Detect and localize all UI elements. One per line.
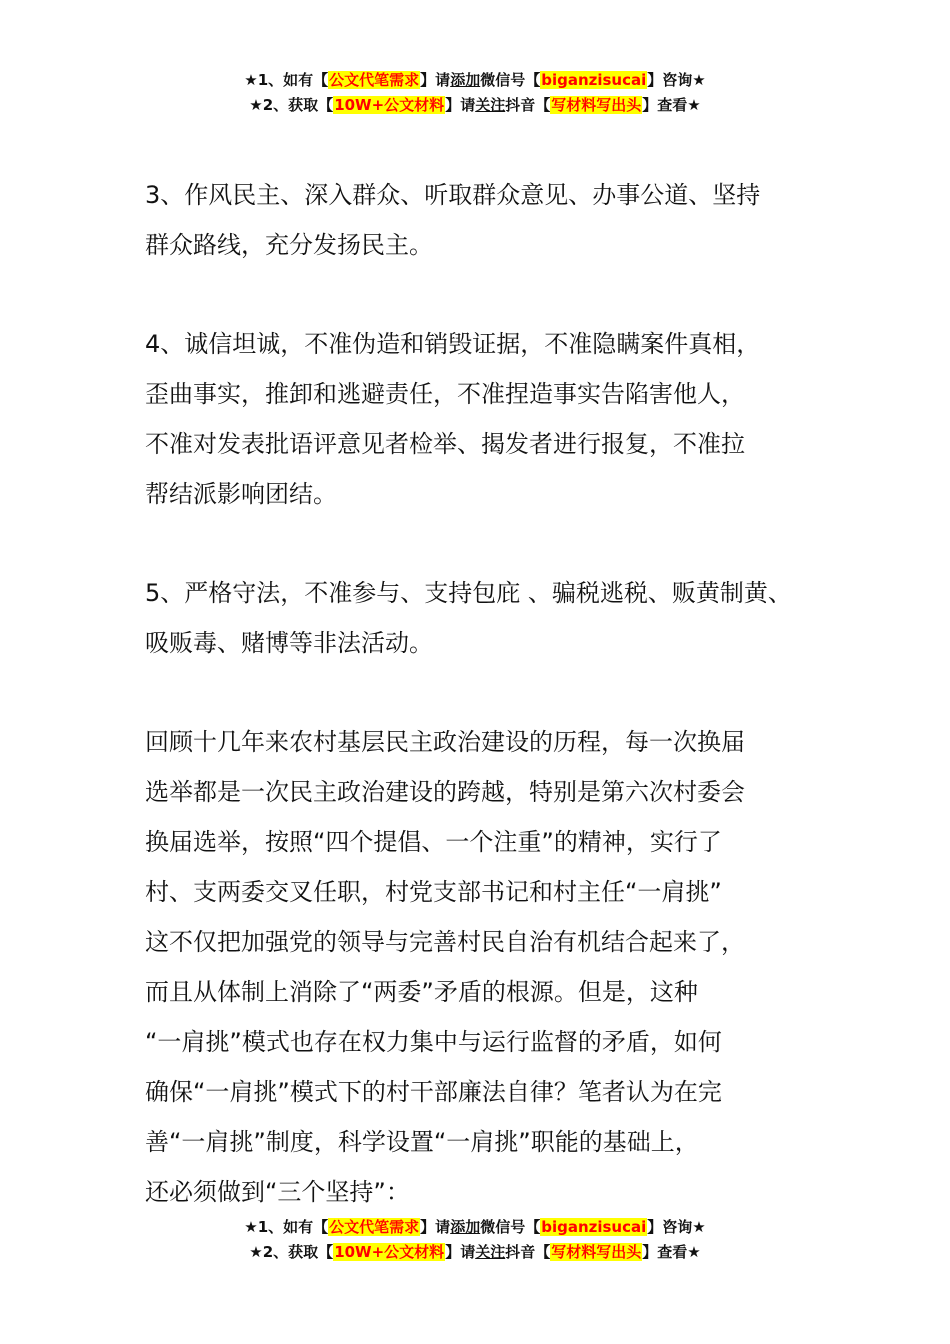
text-line: 还必须做到“三个坚持”： <box>145 1178 410 1206</box>
text-line: 帮结派影响团结。 <box>145 480 337 508</box>
highlight-service: 公文代笔需求 <box>329 1218 420 1236</box>
highlight-materials: 10W+公文材料 <box>334 1243 445 1261</box>
highlight-materials: 10W+公文材料 <box>334 96 445 114</box>
text-line: 这不仅把加强党的领导与完善村民自治有机结合起来了， <box>145 928 745 956</box>
paragraph-3 <box>145 170 825 270</box>
text-line: 换届选举，按照“四个提倡、一个注重”的精神，实行了 <box>145 828 722 856</box>
text-line: 回顾十几年来农村基层民主政治建设的历程，每一次换届 <box>145 728 745 756</box>
text-line: 歪曲事实，推卸和逃避责任，不准捏造事实告陷害他人， <box>145 380 745 408</box>
highlight-wechat-id: biganzisucai <box>541 71 647 89</box>
text-line: 确保“一肩挑”模式下的村干部廉法自律？笔者认为在完 <box>145 1078 722 1106</box>
highlight-douyin-account: 写材料写出头 <box>551 1243 642 1261</box>
text-line: “一肩挑”模式也存在权力集中与运行监督的矛盾，如何 <box>145 1028 722 1056</box>
footer-banner <box>0 1215 950 1265</box>
text-line: 群众路线，充分发扬民主。 <box>145 231 433 259</box>
text-line: 善“一肩挑”制度，科学设置“一肩挑”职能的基础上， <box>145 1128 699 1156</box>
document-body <box>145 170 825 1217</box>
banner-line-1: ★1、如有【公文代笔需求】请添加微信号【biganzisucai】咨询★ <box>244 71 706 89</box>
text-line: 5、严格守法，不准参与、支持包庇 、骗税逃税、贩黄制黄、 <box>145 579 792 607</box>
text-line: 3、作风民主、深入群众、听取群众意见、办事公道、坚持 <box>145 181 761 209</box>
highlight-wechat-id: biganzisucai <box>541 1218 647 1236</box>
text-line: 村、支两委交叉任职，村党支部书记和村主任“一肩挑” <box>145 878 722 906</box>
header-banner <box>0 68 950 118</box>
paragraph-5 <box>145 568 825 668</box>
text-line: 4、诚信坦诚，不准伪造和销毁证据，不准隐瞒案件真相， <box>145 330 761 358</box>
paragraph-4 <box>145 319 825 519</box>
text-line: 选举都是一次民主政治建设的跨越，特别是第六次村委会 <box>145 778 745 806</box>
paragraph-review <box>145 717 825 1217</box>
banner-line-1: ★1、如有【公文代笔需求】请添加微信号【biganzisucai】咨询★ <box>244 1218 706 1236</box>
highlight-service: 公文代笔需求 <box>329 71 420 89</box>
banner-line-2: ★2、获取【10W+公文材料】请关注抖音【写材料写出头】查看★ <box>249 96 701 114</box>
banner-line-2: ★2、获取【10W+公文材料】请关注抖音【写材料写出头】查看★ <box>249 1243 701 1261</box>
text-line: 不准对发表批语评意见者检举、揭发者进行报复，不准拉 <box>145 430 745 458</box>
text-line: 而且从体制上消除了“两委”矛盾的根源。但是，这种 <box>145 978 698 1006</box>
text-line: 吸贩毒、赌博等非法活动。 <box>145 629 433 657</box>
highlight-douyin-account: 写材料写出头 <box>551 96 642 114</box>
